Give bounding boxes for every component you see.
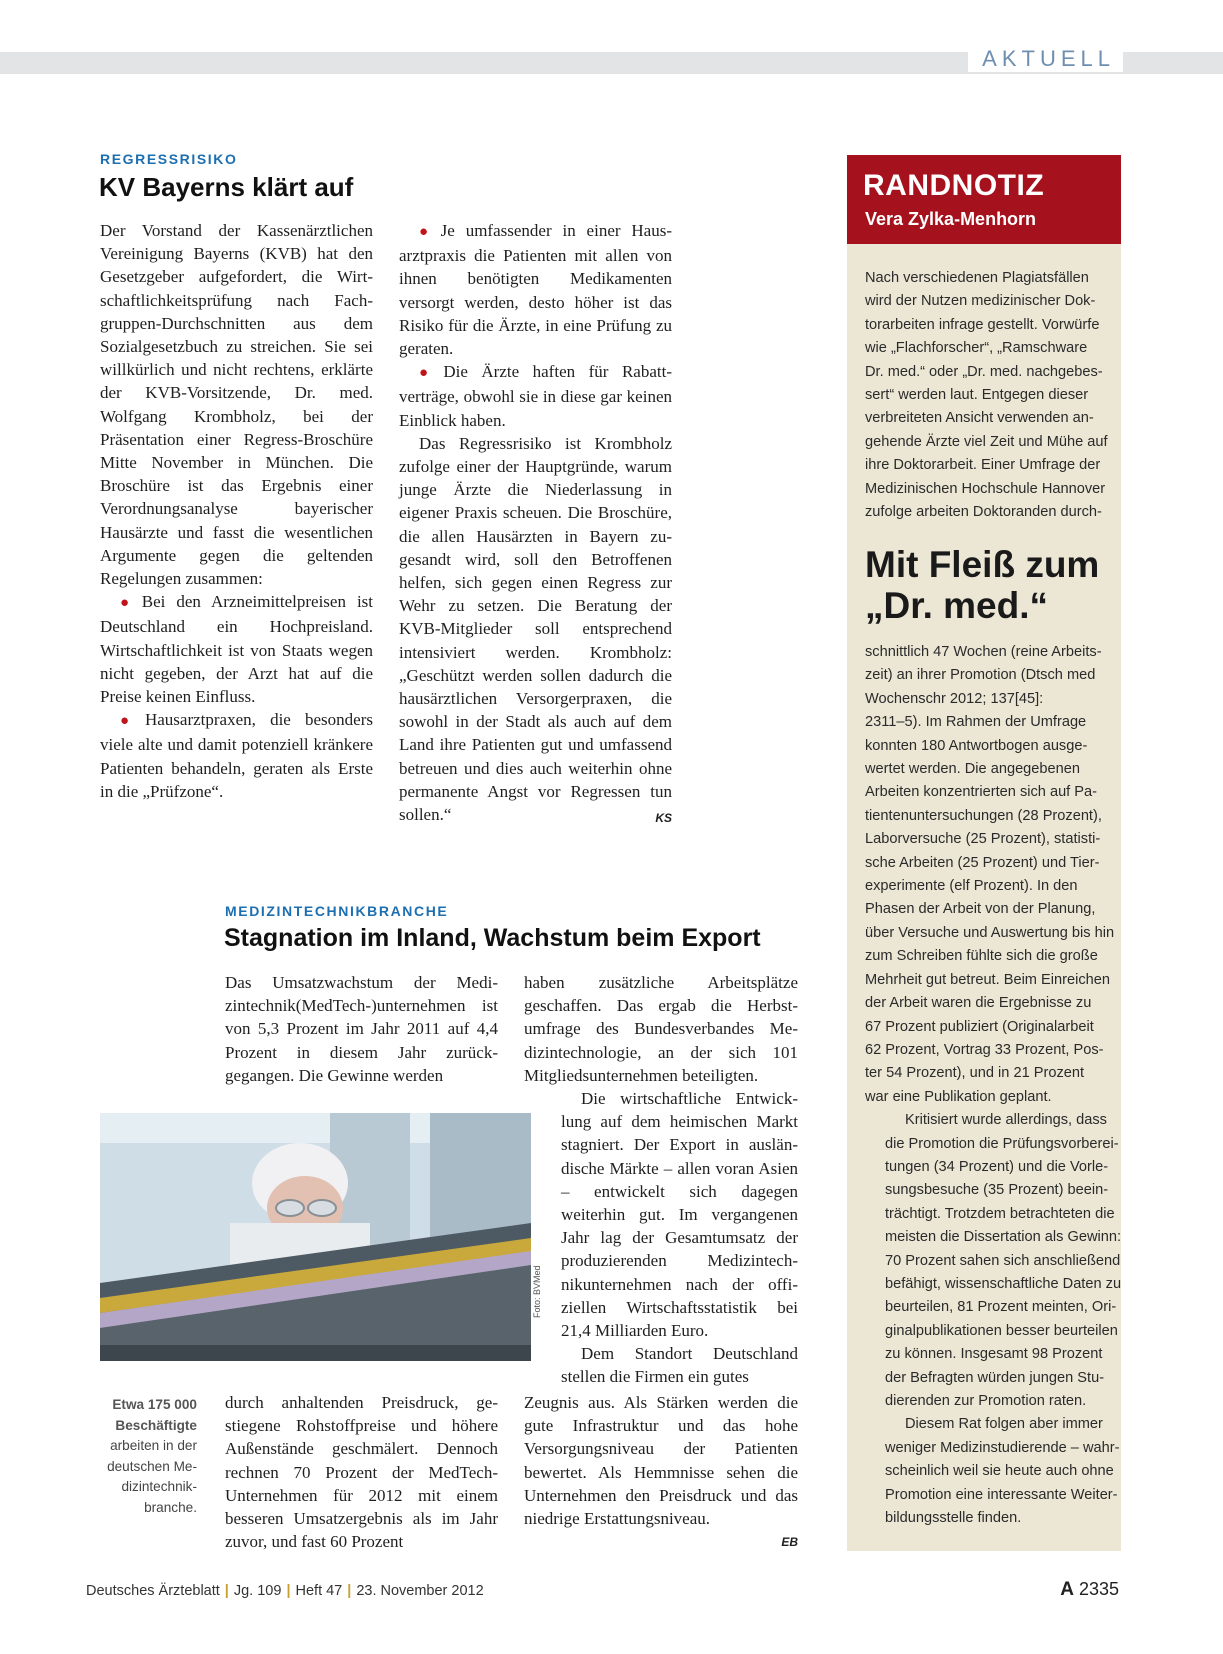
article2-paragraph: haben zusätzliche Arbeitsplätze geschaffen. Das ergab die Herbstumfrage des Bundesverbandes Medizintechnologie, an der sich 101 Mitgliedsunternehmen beteiligten. — [524, 973, 798, 1085]
randnotiz-line: wertet werden. Die angegebenen — [865, 761, 1081, 778]
randnotiz-line: zeit) an ihrer Promotion (Dtsch med — [865, 667, 1096, 684]
bullet-dot: ● — [120, 595, 136, 612]
randnotiz-line: dierenden zur Promotion raten. — [885, 1393, 1087, 1409]
randnotiz-title: RANDNOTIZ — [863, 169, 1045, 202]
caption-bold: Etwa 175 000 Beschäftigte — [112, 1397, 197, 1433]
randnotiz-line: trächtigt. Trotzdem betrachteten die — [885, 1205, 1115, 1222]
randnotiz-line: über Versuche und Auswertung bis hin — [865, 924, 1115, 941]
randnotiz-line: konnten 180 Antwortbogen ausge- — [865, 737, 1088, 754]
article2-column-2-top — [524, 971, 798, 1087]
randnotiz-line: verbreiteten Ansicht verwenden an- — [865, 410, 1094, 427]
randnotiz-author: Vera Zylka-Menhorn — [865, 209, 1037, 229]
section-label: AKTUELL — [968, 46, 1123, 72]
bullet-dot: ● — [120, 713, 139, 730]
randnotiz-line: 67 Prozent publiziert (Originalarbeit — [865, 1018, 1094, 1035]
randnotiz-line: zufolge arbeiten Doktoranden durch- — [865, 504, 1102, 521]
randnotiz-line: Dr. med.“ oder „Dr. med. nachgebes- — [865, 363, 1103, 380]
randnotiz-line: der Arbeit waren die Ergebnisse zu — [865, 995, 1092, 1012]
article1-bullet: Bei den Arzneimittelpreisen ist Deutschland ein Hochpreisland. Wirtschaftlichkeit ist von Staats wegen nicht gegeben, der Arzt hat auf die Preise keinen Einfluss. — [100, 592, 374, 707]
randnotiz-line: beurteilen, 81 Prozent meinten, Ori- — [885, 1299, 1117, 1316]
randnotiz-line: Promotion eine interessante Weiter- — [885, 1486, 1118, 1503]
article2-signature: EB — [781, 1535, 798, 1549]
randnotiz-line: scheinlich weil sie heute auch ohne — [885, 1463, 1114, 1480]
medtech-photo — [100, 1113, 531, 1361]
randnotiz-line: Phasen der Arbeit von der Planung, — [865, 901, 1096, 918]
article2-paragraph: Das Umsatzwachstum der Medizintechnik(MedTech-)unternehmen ist von 5,3 Prozent im Jahr 2011 auf 4,4 Prozent in diesem Jahr zurückgegangen. Die Gewinne werden — [225, 973, 498, 1085]
randnotiz-line: schnittlich 47 Wochen (reine Arbeits- — [865, 644, 1102, 660]
randnotiz-line: Diesem Rat folgen aber immer — [905, 1416, 1103, 1433]
randnotiz-line: experimente (elf Prozent). In den — [865, 878, 1078, 895]
randnotiz-line: tungen (34 Prozent) und die Vorle- — [885, 1158, 1109, 1175]
caption-text: arbeiten in der deutschen Medizintechnikbranche. — [107, 1438, 197, 1515]
randnotiz-line: Arbeiten konzentrierten sich auf Pa- — [865, 784, 1098, 801]
randnotiz-headline-line: Mit Fleiß zum — [865, 544, 1100, 585]
article1-bullet: Die Ärzte haften für Rabattverträge, obwohl sie in diese gar keinen Einblick haben. — [399, 362, 672, 430]
randnotiz-line: wie „Flachforscher“, „Ramschware — [865, 340, 1088, 357]
randnotiz-line: befähigt, wissenschaftliche Daten zu — [885, 1275, 1122, 1292]
article2-column-1-top — [225, 971, 498, 1087]
journal-name: Deutsches Ärzteblatt — [86, 1583, 220, 1599]
randnotiz-line: der Befragten würden jungen Stu- — [885, 1369, 1105, 1386]
article2-paragraph: Die wirtschaftliche Entwicklung auf dem heimischen Markt stagniert. Der Export in ausländische Märkte – allen voran Asien – entwickelt sich dagegen weiterhin gut. Im vergangenen Jahr lag der Gesamtumsatz der produzierenden Medizintechnikunternehmen nach der offiziellen Wirtschaftsstatistik bei 21,4 Milliarden Euro. — [561, 1089, 798, 1341]
randnotiz-line: zum Schreiben fühlte sich die große — [865, 948, 1098, 965]
article2-paragraph: Dem Standort Deutschland stellen die Firmen ein gutes — [561, 1344, 798, 1387]
article2-kicker: MEDIZINTECHNIKBRANCHE — [225, 903, 449, 919]
article1-headline: KV Bayerns klärt auf — [99, 172, 354, 202]
randnotiz-line: wird der Nutzen medizinischer Dok- — [865, 293, 1096, 310]
article1-column-2 — [399, 219, 672, 830]
article1-signature: KS — [655, 811, 672, 826]
randnotiz-headline-line: „Dr. med.“ — [865, 585, 1048, 626]
randnotiz-line: tientenuntersuchungen (28 Prozent), — [865, 807, 1102, 824]
article1-bullet: Hausarztpraxen, die besonders viele alte und damit potenziell kränkere Patienten behandeln, geraten als Erste in die „Prüfzone“. — [100, 710, 373, 801]
footer: Deutsches Ärzteblatt | Jg. 109 | Heft 47 | 23. November 2012 — [86, 1583, 484, 1599]
randnotiz-headline — [865, 544, 1115, 626]
page-prefix: A — [1060, 1579, 1074, 1600]
randnotiz-line: 62 Prozent, Vortrag 33 Prozent, Pos- — [865, 1041, 1104, 1058]
article1-paragraph: Der Vorstand der Kassenärztlichen Vereinigung Bayerns (KVB) hat den Gesetzgeber aufgefordert, die Wirtschaftlichkeitsprüfung nach Fachgruppen-Durchschnitten aus dem Sozialgesetzbuch zu streichen. Sie sei willkürlich und nicht rechtens, erklärte der KVB-Vorsitzende, Dr. med. Wolfgang Krombholz, bei der Präsentation einer Regress-Broschüre Mitte November in München. Die Broschüre ist das Ergebnis einer Verordnungsanalyse bayerischer Hausärzte und fasst die wesentlichen Argumente gegen die geltenden Regelungen zusammen: — [100, 221, 373, 589]
randnotiz-line: die Promotion die Prüfungsvorberei- — [885, 1135, 1119, 1152]
article2-column-2-bottom — [524, 1391, 798, 1530]
randnotiz-line: Kritisiert wurde allerdings, dass — [905, 1112, 1107, 1129]
page-number — [1060, 1579, 1119, 1601]
randnotiz-line: Wochenschr 2012; 137[45]: — [865, 690, 1044, 707]
article2-paragraph: durch anhaltenden Preisdruck, gestiegene Rohstoffpreise und höhere Außenstände geschmälert. Dennoch rechnen 70 Prozent der MedTech-Unternehmen für 2012 mit einem besseren Umsatzergebnis als im Jahr zuvor, und fast 60 Prozent — [225, 1393, 498, 1552]
randnotiz-line: Laborversuche (25 Prozent), statisti- — [865, 831, 1101, 848]
photo-caption — [96, 1395, 197, 1518]
randnotiz-body — [865, 641, 1122, 1530]
article1-paragraph: Das Regressrisiko ist Krombholz zufolge einer der Hauptgründe, warum junge Ärzte die Niederlassung in eigener Praxis scheuen. Die Broschüre, die allen Hausärzten in Bayern zugesandt wird, soll den Betroffenen helfen, sich gegen einen Regress zur Wehr zu setzen. Die Beratung der KVB-Mitglieder soll entsprechend intensiviert werden. Krombholz: „Geschützt werden sollen dadurch die hausärztlichen Versorgerpraxen, die sowohl in der Stadt als auch auf dem Land ihre Patienten gut und umfassend betreuen und dies auch weiterhin ohne permanente Angst vor Regressen tun sollen.“ — [399, 433, 672, 825]
randnotiz-line: ihre Doktorarbeit. Einer Umfrage der — [865, 457, 1101, 474]
randnotiz-line: sungsbesuche (35 Prozent) beein- — [885, 1182, 1109, 1199]
randnotiz-line: bildungsstelle finden. — [885, 1510, 1022, 1527]
journal-volume: Jg. 109 — [233, 1583, 282, 1599]
article1-bullet: Je umfassender in einer Hausarztpraxis die Patienten mit allen von ihnen benötigten Medikamenten versorgt werden, desto höher ist das Risiko für die Ärzte, in eine Prüfung zu geraten. — [399, 221, 672, 359]
randnotiz-header — [847, 155, 1121, 244]
randnotiz-intro — [865, 267, 1108, 524]
journal-issue: Heft 47 — [295, 1583, 343, 1599]
randnotiz-line: torarbeiten infrage gestellt. Vorwürfe — [865, 316, 1100, 333]
randnotiz-line: Medizinischen Hochschule Hannover — [865, 480, 1106, 497]
bullet-dot: ● — [419, 224, 435, 240]
journal-date: 23. November 2012 — [356, 1583, 484, 1599]
randnotiz-line: 2311–5). Im Rahmen der Umfrage — [865, 714, 1087, 731]
lab-worker-illustration — [100, 1113, 531, 1361]
randnotiz-line: meisten die Dissertation als Gewinn: — [885, 1229, 1122, 1246]
randnotiz-line: sert“ werden laut. Entgegen dieser — [865, 387, 1089, 404]
article2-column-2-mid — [561, 1087, 798, 1389]
randnotiz-line: sche Arbeiten (25 Prozent) und Tier- — [865, 854, 1100, 871]
randnotiz-line: 70 Prozent sahen sich anschließend — [885, 1252, 1121, 1269]
article2-column-1-bottom — [225, 1391, 498, 1553]
randnotiz-line: ter 54 Prozent), und in 21 Prozent — [865, 1065, 1085, 1082]
randnotiz-line: gehende Ärzte viel Zeit und Mühe auf — [865, 433, 1108, 450]
randnotiz-line: war eine Publikation geplant. — [865, 1088, 1052, 1105]
article2-headline: Stagnation im Inland, Wachstum beim Export — [224, 924, 761, 952]
randnotiz-line: weniger Medizinstudierende – wahr- — [885, 1439, 1120, 1456]
article1-kicker: REGRESSRISIKO — [100, 151, 238, 167]
article1-column-1 — [100, 219, 373, 803]
randnotiz-line: ginalpublikationen besser beurteilen — [885, 1322, 1118, 1339]
randnotiz-line: Nach verschiedenen Plagiatsfällen — [865, 270, 1089, 286]
photo-credit: Foto: BVMed — [532, 1265, 542, 1318]
bullet-dot: ● — [419, 365, 438, 382]
article2-paragraph: Zeugnis aus. Als Stärken werden die gute Infrastruktur und das hohe Versorgungsniveau der Patienten bewertet. Als Hemmnisse sehen die Unternehmen den Preisdruck und das niedrige Erstattungsniveau. — [524, 1393, 798, 1529]
randnotiz-line: zu können. Insgesamt 98 Prozent — [885, 1346, 1103, 1363]
page-number-value: 2335 — [1078, 1579, 1119, 1599]
randnotiz-line: Mehrheit gut betreut. Beim Einreichen — [865, 971, 1110, 988]
